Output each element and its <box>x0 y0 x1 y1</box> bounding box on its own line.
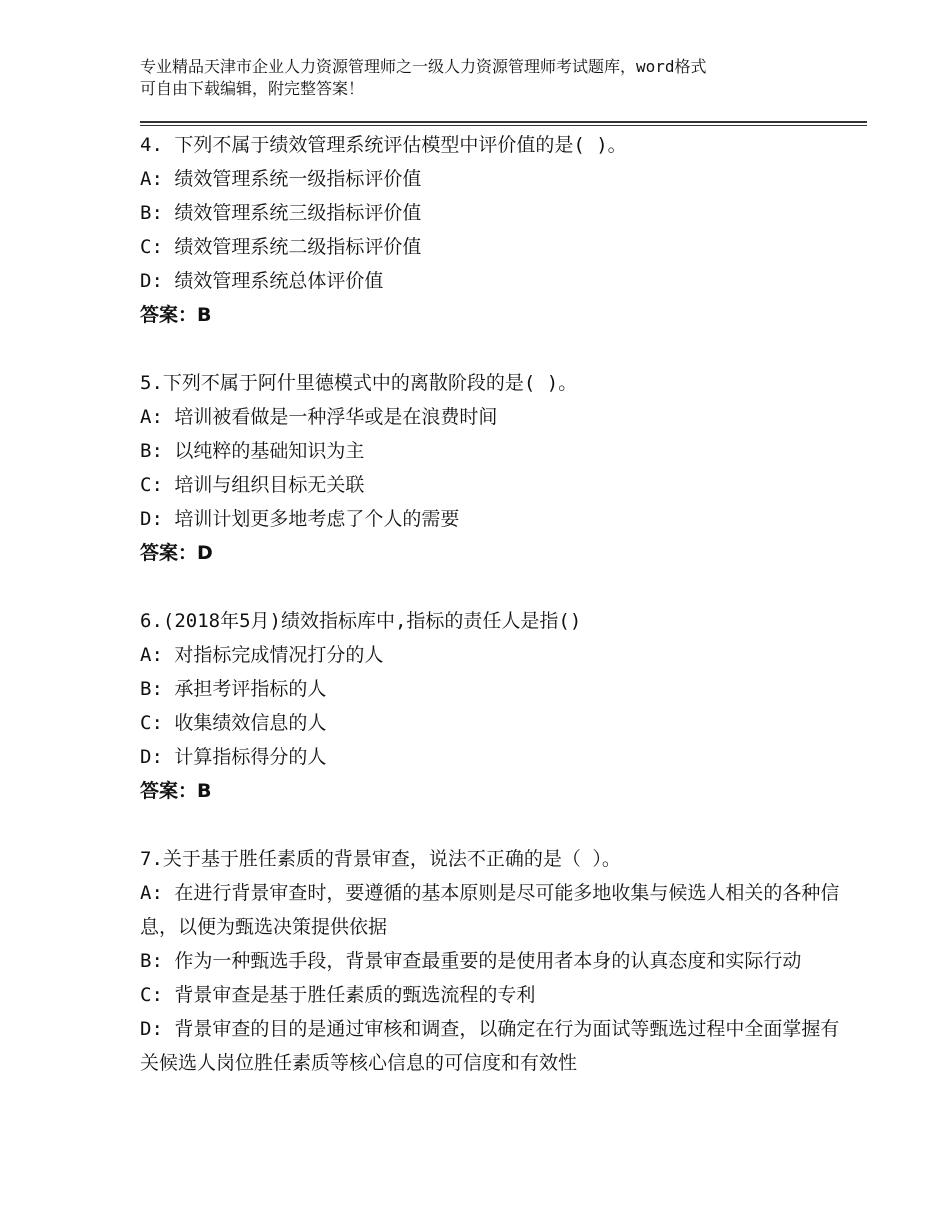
option-a: A: 培训被看做是一种浮华或是在浪费时间 <box>140 406 498 428</box>
option-a: A: 在进行背景审查时，要遵循的基本原则是尽可能多地收集与候选人相关的各种信息，以便为甄选决策提供依据 <box>140 882 840 938</box>
option-b: B: 绩效管理系统三级指标评价值 <box>140 202 422 224</box>
option-c: C: 收集绩效信息的人 <box>140 712 327 734</box>
header-divider-thin <box>140 125 867 126</box>
option-b: B: 承担考评指标的人 <box>140 678 327 700</box>
option-a: A: 对指标完成情况打分的人 <box>140 644 384 666</box>
question-4 <box>140 128 840 332</box>
option-c: C: 培训与组织目标无关联 <box>140 474 365 496</box>
question-stem: 7.关于基于胜任素质的背景审查，说法不正确的是（ ）。 <box>140 848 621 870</box>
document-header <box>140 56 820 100</box>
option-a: A: 绩效管理系统一级指标评价值 <box>140 168 422 190</box>
option-b: B: 以纯粹的基础知识为主 <box>140 440 365 462</box>
option-c: C: 背景审查是基于胜任素质的甄选流程的专利 <box>140 984 536 1006</box>
option-d: D: 计算指标得分的人 <box>140 746 327 768</box>
header-divider-thick <box>140 121 867 123</box>
answer: 答案：D <box>140 542 213 564</box>
question-stem: 5.下列不属于阿什里德模式中的离散阶段的是( )。 <box>140 372 578 394</box>
option-b: B: 作为一种甄选手段，背景审查最重要的是使用者本身的认真态度和实际行动 <box>140 950 802 972</box>
question-5 <box>140 366 840 570</box>
question-stem: 6.(2018年5月)绩效指标库中,指标的责任人是指() <box>140 610 582 632</box>
answer: 答案：B <box>140 780 212 802</box>
question-6 <box>140 604 840 808</box>
option-c: C: 绩效管理系统二级指标评价值 <box>140 236 422 258</box>
header-line-1: 专业精品天津市企业人力资源管理师之一级人力资源管理师考试题库，word格式 <box>140 57 707 76</box>
option-d: D: 背景审查的目的是通过审核和调查，以确定在行为面试等甄选过程中全面掌握有关候选人岗位胜任素质等核心信息的可信度和有效性 <box>140 1018 840 1074</box>
header-line-2: 可自由下载编辑，附完整答案！ <box>140 79 365 98</box>
question-stem: 4. 下列不属于绩效管理系统评估模型中评价值的是( )。 <box>140 134 627 156</box>
question-7 <box>140 842 840 1080</box>
answer: 答案：B <box>140 304 212 326</box>
option-d: D: 培训计划更多地考虑了个人的需要 <box>140 508 460 530</box>
option-d: D: 绩效管理系统总体评价值 <box>140 270 384 292</box>
question-list <box>140 128 840 1114</box>
